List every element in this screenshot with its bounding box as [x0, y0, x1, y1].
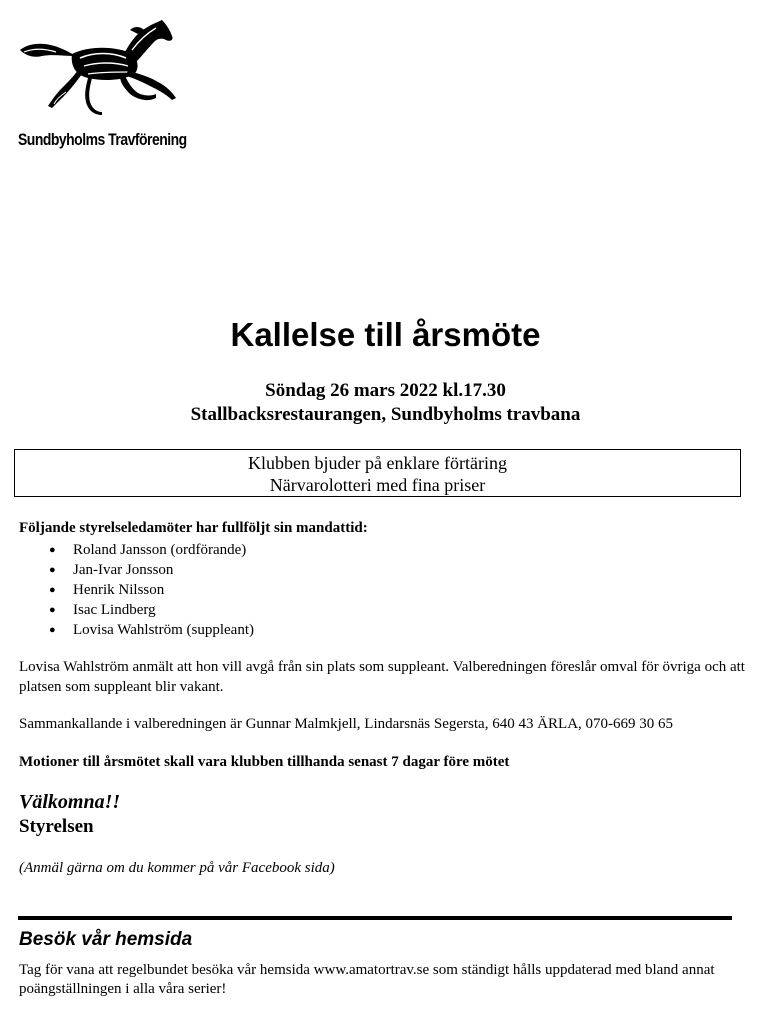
bullet-icon: ●: [49, 544, 56, 556]
nomination-committee-paragraph: Sammankallande i valberedningen är Gunnar Malmkjell, Lindarsnäs Segersta, 640 43 ÄRLA, 070-669 30 65: [19, 716, 674, 732]
meeting-date: Söndag 26 mars 2022 kl.17.30: [265, 380, 506, 401]
club-name: Sundbyholms Travförening: [18, 130, 187, 149]
members-list: [19, 540, 254, 640]
member-name: Isac Lindberg: [73, 602, 156, 618]
meeting-location: Stallbacksrestaurangen, Sundbyholms travbana: [190, 404, 581, 425]
bullet-icon: ●: [49, 624, 56, 636]
member-name: Jan-Ivar Jonsson: [73, 562, 174, 578]
website-heading: Besök vår hemsida: [19, 929, 193, 950]
member-name: Henrik Nilsson: [73, 582, 165, 598]
page-title: Kallelse till årsmöte: [230, 316, 541, 353]
facebook-note: (Anmäl gärna om du kommer på vår Facebook sida): [19, 860, 335, 876]
list-item: [19, 580, 254, 600]
motions-paragraph: Motioner till årsmötet skall vara klubben tillhanda senast 7 dagar före mötet: [19, 754, 510, 770]
list-item: [19, 620, 254, 640]
refreshments-box: [14, 449, 741, 497]
signature: Styrelsen: [19, 816, 94, 837]
resignation-paragraph: Lovisa Wahlström anmält att hon vill avgå från sin plats som suppleant. Valberedningen föreslår omval för övriga och att platsen som suppleant blir vakant.: [19, 659, 745, 695]
refreshments-line: Klubben bjuder på enklare förtäring: [248, 453, 507, 473]
bullet-icon: ●: [49, 564, 56, 576]
list-item: [19, 540, 254, 560]
list-item: [19, 560, 254, 580]
website-text: Tag för vana att regelbundet besöka vår hemsida www.amatortrav.se som ständigt hålls uppdaterad med bland annat poängställningen i alla våra serier!: [19, 962, 715, 997]
divider: [18, 916, 732, 920]
members-heading: Följande styrelseledamöter har fullföljt sin mandattid:: [19, 520, 368, 536]
trotting-horse-icon: [16, 16, 186, 116]
list-item: [19, 600, 254, 620]
club-logo: [14, 14, 194, 154]
member-name: Roland Jansson (ordförande): [73, 542, 247, 558]
bullet-icon: ●: [49, 584, 56, 596]
welcome-text: Välkomna!!: [19, 791, 121, 813]
bullet-icon: ●: [49, 604, 56, 616]
member-name: Lovisa Wahlström (suppleant): [73, 622, 254, 638]
lottery-line: Närvarolotteri med fina priser: [269, 475, 486, 495]
